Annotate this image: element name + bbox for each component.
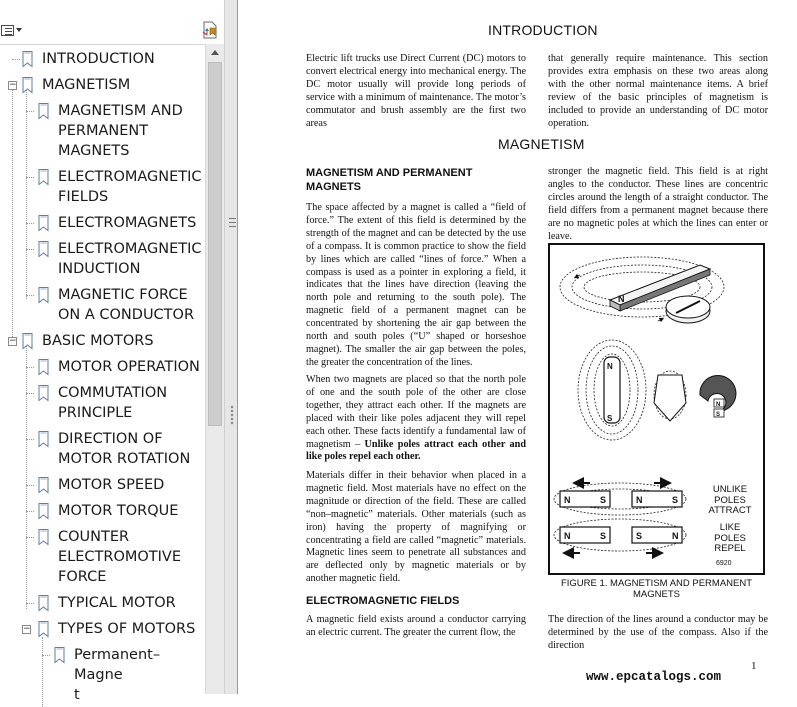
- pole-label-n-7: N: [672, 531, 679, 541]
- pole-label-n-5: N: [636, 495, 643, 505]
- pole-label-s-4: S: [600, 495, 607, 505]
- bookmark-label: ELECTROMAGNETIC INDUCTION: [58, 241, 202, 277]
- bookmark-icon: [38, 103, 49, 119]
- pole-label-s-2: S: [607, 414, 613, 423]
- paragraph-materials: Materials differ in their behavior when placed in a magnetic field. Most materials have no effect on the magnitude or direction of the field. These are called “non–magnetic” materials. Other materials (such as iron) having the property of magnifying or concentrating a field are called “magnetic” materials. Magnetic lines seem to penetrate all substances and are deflected only by magnetic materials or by another magnetic field.: [306, 470, 526, 585]
- bookmark-icon: [22, 51, 33, 67]
- bookmarks-scrollbar[interactable]: [205, 44, 224, 694]
- like-poles-repel-label: LIKE POLES REPEL: [714, 522, 746, 554]
- paragraph-conductor-field: A magnetic field exists around a conductor carrying an electric current. The greater the current flow, the: [306, 614, 526, 638]
- paragraph-field-of-force: The space affected by a magnet is called a “field of force.” The extent of this field is determined by the strength of the magnet and can be detected by the use of a compass. It is common practice to show the field by lines which are called “lines of force.” When a compass is used as a pointer in exploring a field, it indicates that the lines have direction (leaving the north pole and returning to the south pole). The magnetic field of a permanent magnet can be concentrated by shortening the air gap between the north and south poles (“U” shaped or horseshoe magnet). The smaller the air gap between the poles, the greater the concentration of the lines.: [306, 202, 526, 368]
- bookmark-label: MOTOR OPERATION: [58, 359, 200, 375]
- bookmark-tree: [0, 44, 205, 703]
- intro-heading: INTRODUCTION: [488, 22, 598, 38]
- pole-label-n-2: N: [607, 362, 613, 371]
- bookmarks-panel: [0, 0, 231, 703]
- paragraph-compass-direction: The direction of the lines around a conductor may be determined by the use of the compass. Also if the direction: [548, 614, 768, 651]
- bookmark-label: Permanent–Magne t: [74, 647, 161, 703]
- bookmark-icon: [38, 215, 49, 231]
- scroll-up-arrow-icon[interactable]: [206, 44, 224, 61]
- bookmark-icon: [38, 503, 49, 519]
- bookmark-icon: [22, 77, 33, 93]
- paragraph-unlike-poles-text: When two magnets are placed so that the north pole of one and the south pole of the other are close together, they attract each other. If the magnets are placed with their like poles adjacent they will repel each other. These facts identify a fundamental law of magnetism –: [306, 374, 526, 450]
- bookmark-label: TYPICAL MOTOR: [58, 595, 176, 611]
- figure-number: 6920: [716, 560, 732, 567]
- bookmark-label: TYPES OF MOTORS: [58, 621, 196, 637]
- expand-bookmark-button[interactable]: [200, 20, 220, 40]
- bookmarks-toolbar: [0, 0, 231, 44]
- scrollbar-thumb[interactable]: [208, 62, 222, 426]
- pole-label-n-3: N: [716, 402, 721, 408]
- subheading-electromagnetic-fields: ELECTROMAGNETIC FIELDS: [306, 595, 460, 607]
- bookmark-icon: [22, 333, 33, 349]
- figure-caption: FIGURE 1. MAGNETISM AND PERMANENT MAGNETS: [560, 578, 753, 600]
- bookmark-label: ELECTROMAGNETIC FIELDS: [58, 169, 202, 205]
- bookmark-label: MAGNETISM AND PERMANENT MAGNETS: [58, 103, 183, 159]
- law-of-magnetism-bold: Unlike poles attract each other and like poles repel each other.: [306, 438, 526, 463]
- page-number: 1: [751, 660, 757, 672]
- collapse-toggle-icon[interactable]: −: [23, 624, 31, 634]
- pole-label-n: N: [618, 294, 625, 304]
- unlike-poles-attract-label: UNLIKE POLES ATTRACT: [708, 484, 752, 516]
- figure-magnetism-diagram: [548, 243, 765, 575]
- intro-left-text: Electric lift trucks use Direct Current (DC) motors to convert electrical energy into mechanical energy. The DC motor usually will provide long periods of service with a minimum of maintenance. The motor’s commutator and brush assembly are the first two areas: [306, 53, 526, 129]
- pole-label-n-4: N: [564, 495, 571, 505]
- footer-url: www.epcatalogs.com: [586, 670, 722, 684]
- bookmark-label: DIRECTION OF MOTOR ROTATION: [58, 431, 191, 467]
- splitter-grip-icon: [229, 217, 236, 228]
- bookmark-icon: [38, 431, 49, 447]
- bookmark-icon: [38, 595, 49, 611]
- collapse-toggle-icon[interactable]: −: [9, 80, 17, 90]
- collapse-toggle-icon[interactable]: −: [9, 336, 17, 346]
- magnetism-heading: MAGNETISM: [498, 136, 585, 152]
- bookmark-label: COMMUTATION PRINCIPLE: [58, 385, 168, 421]
- pane-splitter[interactable]: [224, 0, 238, 694]
- pole-label-s-6: S: [600, 531, 607, 541]
- bookmark-icon: [38, 287, 49, 303]
- bookmark-label: INTRODUCTION: [42, 51, 155, 67]
- bookmark-label: MAGNETISM: [42, 77, 131, 93]
- options-menu-button[interactable]: [1, 22, 25, 38]
- pole-label-n-6: N: [564, 531, 571, 541]
- chevron-down-icon: [16, 28, 22, 32]
- options-menu-icon: [1, 25, 14, 36]
- intro-right-text: that generally require maintenance. This section provides extra emphasis on these two areas along with the other normal maintenance items. A brief review of the basic principles of magnetism is included to provide an understanding of DC motor operation.: [548, 53, 768, 129]
- pole-label-s-7: S: [636, 531, 643, 541]
- splitter-handle-icon: [230, 405, 234, 425]
- pole-label-s-3: S: [716, 412, 721, 418]
- bookmark-icon: [38, 477, 49, 493]
- bookmark-label: MOTOR TORQUE: [58, 503, 179, 519]
- bookmark-label: MOTOR SPEED: [58, 477, 165, 493]
- bookmark-icon: [38, 241, 49, 257]
- bookmark-icon: [38, 529, 49, 545]
- document-page: [238, 0, 797, 694]
- subheading-permanent-magnets: MAGNETISM AND PERMANENT MAGNETS: [306, 167, 473, 193]
- bookmark-label: MAGNETIC FORCE ON A CONDUCTOR: [58, 287, 195, 323]
- bookmark-label: BASIC MOTORS: [42, 333, 154, 349]
- bookmark-icon: [54, 647, 65, 663]
- bookmark-icon: [38, 359, 49, 375]
- expand-bookmark-icon: [200, 20, 220, 40]
- bookmark-icon: [38, 385, 49, 401]
- bookmark-label: ELECTROMAGNETS: [58, 215, 197, 231]
- bookmark-icon: [38, 621, 49, 637]
- bookmark-label: COUNTER ELECTROMOTIVE FORCE: [58, 529, 182, 585]
- paragraph-right-angles: stronger the magnetic field. This field is at right angles to the conductor. These lines are concentric circles around the length of a straight conductor. The field differs from a permanent magnet because there are no magnetic poles at which the lines can enter or leave.: [548, 166, 768, 242]
- bookmark-icon: [38, 169, 49, 185]
- paragraph-unlike-poles: [306, 374, 526, 464]
- pole-label-s-5: S: [672, 495, 679, 505]
